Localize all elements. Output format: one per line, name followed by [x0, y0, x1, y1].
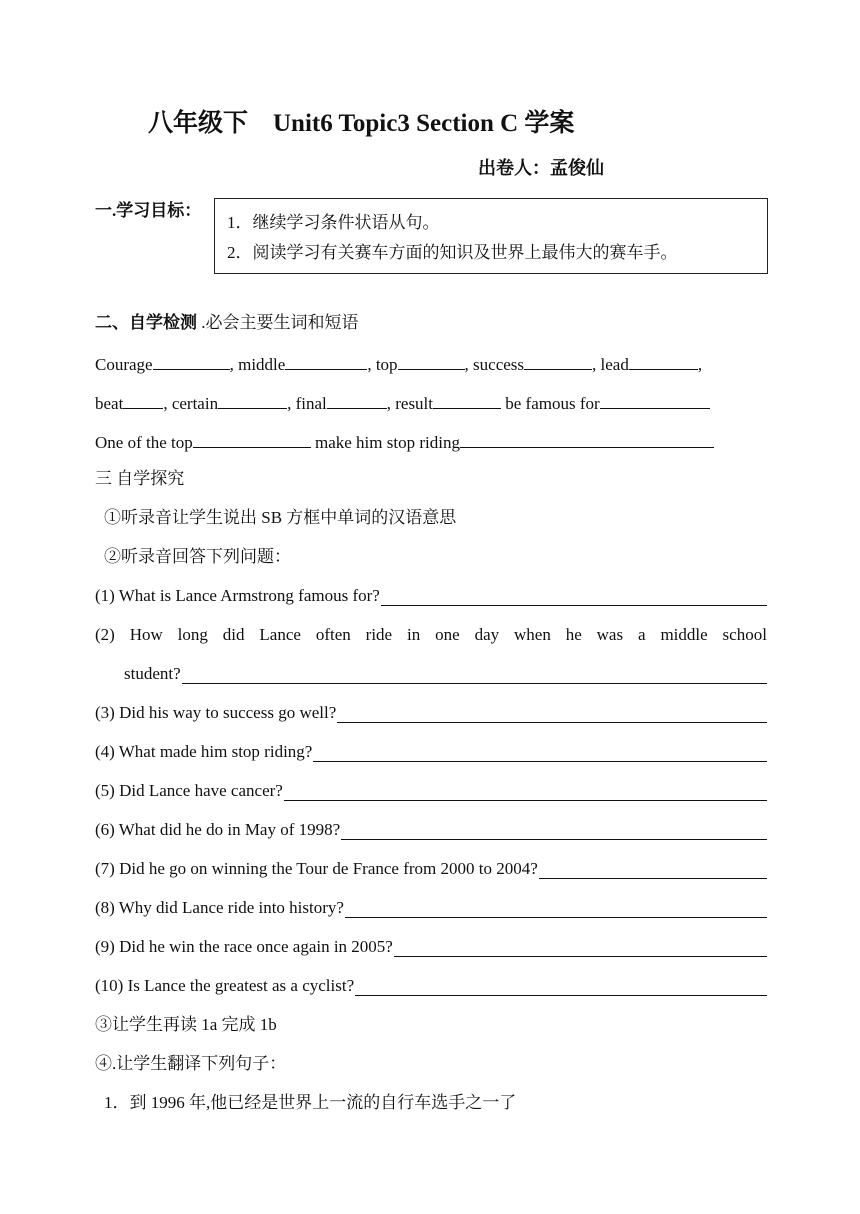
- question-text: (1) What is Lance Armstrong famous for?: [95, 586, 380, 605]
- vocab-word: make him stop riding: [310, 433, 460, 452]
- vocab-word: ,: [697, 355, 703, 374]
- answer-blank[interactable]: [345, 900, 767, 918]
- vocab-row: [95, 391, 767, 414]
- answer-blank[interactable]: [433, 391, 501, 409]
- answer-blank[interactable]: [355, 978, 767, 996]
- answer-blank[interactable]: [285, 352, 367, 370]
- vocab-word: , final: [287, 394, 327, 413]
- objectives-box: [214, 198, 768, 274]
- answer-blank[interactable]: [182, 666, 767, 684]
- answer-blank[interactable]: [381, 588, 767, 606]
- vocab-word: One of the top: [95, 433, 193, 452]
- answer-blank[interactable]: [153, 352, 230, 370]
- answer-blank[interactable]: [524, 352, 592, 370]
- explore-step: ④.让学生翻译下列句子：: [95, 1054, 287, 1073]
- self-check-heading-bold: 二、自学检测: [95, 313, 197, 332]
- worksheet-title: 八年级下 Unit6 Topic3 Section C 学案: [148, 110, 575, 137]
- vocab-word: , result: [386, 394, 434, 413]
- explore-heading: 三 自学探究: [95, 469, 185, 488]
- objective-item: 1．继续学习条件状语从句。: [227, 213, 440, 232]
- question-row: [95, 625, 767, 645]
- answer-blank[interactable]: [460, 430, 714, 448]
- vocab-word: , success: [464, 355, 525, 374]
- answer-blank[interactable]: [218, 391, 287, 409]
- question-text: did: [222, 625, 245, 644]
- answer-blank[interactable]: [337, 705, 767, 723]
- answer-blank[interactable]: [341, 822, 767, 840]
- question-text: one: [435, 625, 460, 644]
- question-text: often: [315, 625, 351, 644]
- vocab-word: be famous for: [501, 394, 600, 413]
- question-row: [95, 937, 767, 957]
- answer-blank[interactable]: [327, 391, 387, 409]
- question-text: (7) Did he go on winning the Tour de France from 2000 to 2004?: [95, 859, 538, 878]
- question-text: (6) What did he do in May of 1998?: [95, 820, 341, 839]
- question-row: [95, 859, 767, 879]
- question-text: ride: [365, 625, 393, 644]
- vocab-word: , middle: [229, 355, 286, 374]
- question-row: [95, 820, 767, 840]
- question-row: [95, 703, 767, 723]
- answer-blank[interactable]: [629, 352, 698, 370]
- question-text: (4) What made him stop riding?: [95, 742, 313, 761]
- question-text: day: [474, 625, 500, 644]
- question-text: (3) Did his way to success go well?: [95, 703, 337, 722]
- answer-blank[interactable]: [600, 391, 710, 409]
- question-text: was: [596, 625, 624, 644]
- objective-item: 2．阅读学习有关赛车方面的知识及世界上最伟大的赛车手。: [227, 243, 678, 262]
- question-text: Lance: [259, 625, 301, 644]
- question-text: (2): [95, 625, 115, 644]
- vocab-word: beat: [95, 394, 124, 413]
- question-row: [95, 742, 767, 762]
- question-text: school: [722, 625, 767, 644]
- question-text: (8) Why did Lance ride into history?: [95, 898, 344, 917]
- question-text: (10) Is Lance the greatest as a cyclist?: [95, 976, 355, 995]
- vocab-word: , top: [367, 355, 398, 374]
- question-text: long: [177, 625, 208, 644]
- author-line: 出卷人：孟俊仙: [478, 158, 604, 178]
- explore-step: ③让学生再读 1a 完成 1b: [95, 1015, 277, 1034]
- answer-blank[interactable]: [394, 939, 767, 957]
- question-row: [95, 586, 767, 606]
- explore-step: ①听录音让学生说出 SB 方框中单词的汉语意思: [104, 508, 457, 527]
- question-text: when: [514, 625, 551, 644]
- question-text: How: [129, 625, 163, 644]
- question-text: he: [565, 625, 582, 644]
- question-text: middle: [660, 625, 708, 644]
- self-check-heading-rest: .必会主要生词和短语: [197, 313, 359, 332]
- question-text: student?: [124, 664, 181, 683]
- question-row: [95, 976, 767, 996]
- answer-blank[interactable]: [313, 744, 767, 762]
- objectives-label: 一.学习目标：: [95, 201, 202, 220]
- vocab-word: , certain: [163, 394, 219, 413]
- answer-blank[interactable]: [193, 430, 311, 448]
- answer-blank[interactable]: [284, 783, 767, 801]
- question-row: [95, 898, 767, 918]
- vocab-word: , lead: [592, 355, 629, 374]
- answer-blank[interactable]: [539, 861, 767, 879]
- question-row: [95, 781, 767, 801]
- self-check-heading: [95, 313, 767, 333]
- vocab-word: Courage: [95, 355, 153, 374]
- question-text: in: [407, 625, 421, 644]
- question-text: a: [638, 625, 646, 644]
- explore-step: ②听录音回答下列问题：: [104, 547, 291, 566]
- answer-blank[interactable]: [398, 352, 465, 370]
- vocab-row: [95, 430, 767, 453]
- question-row: [124, 664, 767, 684]
- vocab-row: [95, 352, 767, 375]
- question-text: (5) Did Lance have cancer?: [95, 781, 283, 800]
- answer-blank[interactable]: [123, 391, 163, 409]
- question-text: (9) Did he win the race once again in 2005?: [95, 937, 393, 956]
- translation-sentence: 1．到 1996 年,他已经是世界上一流的自行车选手之一了: [104, 1093, 517, 1112]
